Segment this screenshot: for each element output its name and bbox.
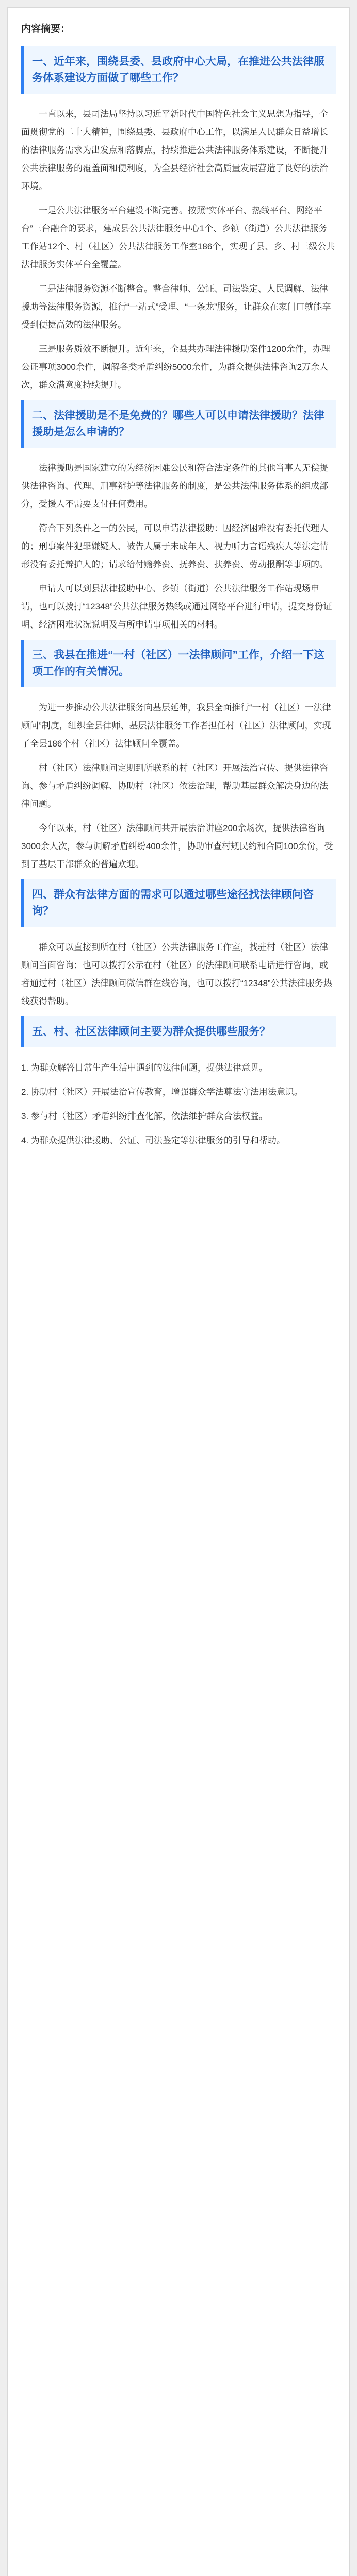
answer-paragraph: 二是法律服务资源不断整合。整合律师、公证、司法鉴定、人民调解、法律援助等法律服务资源，推行“一站式”受理、“一条龙”服务，让群众在家门口就能享受到便捷高效的法律服务。	[21, 284, 331, 330]
answer-list-item: 4. 为群众提供法律援助、公证、司法鉴定等法律服务的引导和帮助。	[21, 1136, 285, 1145]
section-5	[21, 1016, 336, 1149]
question-3: 三、我县在推进“一村（社区）一法律顾问”工作，介绍一下这项工作的有关情况。	[21, 640, 336, 687]
content-summary-heading: 内容摘要：	[21, 24, 71, 35]
answer-paragraph: 符合下列条件之一的公民，可以申请法律援助：因经济困难没有委托代理人的；刑事案件犯罪嫌疑人、被告人属于未成年人、视力听力言语残疾人等法定情形没有委托辩护人的；请求给付赡养费、抚养费、扶养费、劳动报酬等事项的。	[21, 523, 328, 569]
answer-paragraph: 村（社区）法律顾问定期到所联系的村（社区）开展法治宣传、提供法律咨询、参与矛盾纠纷调解、协助村（社区）依法治理，帮助基层群众解决身边的法律问题。	[21, 763, 328, 809]
section-3	[21, 640, 336, 873]
section-2	[21, 400, 336, 634]
answer-list-item: 3. 参与村（社区）矛盾纠纷排查化解，依法维护群众合法权益。	[21, 1111, 268, 1121]
question-5: 五、村、社区法律顾问主要为群众提供哪些服务？	[21, 1016, 336, 1047]
question-2: 二、法律援助是不是免费的？哪些人可以申请法律援助？法律援助是怎么申请的？	[21, 400, 336, 448]
answer-paragraph: 群众可以直接到所在村（社区）公共法律服务工作室，找驻村（社区）法律顾问当面咨询；也可以拨打公示在村（社区）的法律顾问联系电话进行咨询，或者通过村（社区）法律顾问微信群在线咨询，也可以拨打“12348”公共法律服务热线获得帮助。	[21, 942, 332, 1006]
question-4: 四、群众有法律方面的需求可以通过哪些途径找法律顾问咨询？	[21, 879, 336, 927]
section-1	[21, 46, 336, 394]
answer-paragraph: 三是服务质效不断提升。近年来，全县共办理法律援助案件1200余件，办理公证事项3000余件，调解各类矛盾纠纷5000余件，为群众提供法律咨询2万余人次，群众满意度持续提升。	[21, 344, 330, 390]
answer-paragraph: 一直以来，县司法局坚持以习近平新时代中国特色社会主义思想为指导，全面贯彻党的二十大精神，围绕县委、县政府中心工作，以满足人民群众日益增长的法律服务需求为出发点和落脚点，持续推进公共法律服务体系建设，不断提升公共法律服务的覆盖面和便利度，为全县经济社会高质量发展营造了良好的法治环境。	[21, 109, 328, 191]
question-1: 一、近年来，围绕县委、县政府中心大局，在推进公共法律服务体系建设方面做了哪些工作？	[21, 46, 336, 94]
article-page	[7, 7, 350, 2576]
answer-paragraph: 今年以来，村（社区）法律顾问共开展法治讲座200余场次，提供法律咨询3000余人次，参与调解矛盾纠纷400余件，协助审查村规民约和合同100余份，受到了基层干部群众的普遍欢迎。	[21, 823, 333, 869]
answer-paragraph: 申请人可以到县法律援助中心、乡镇（街道）公共法律服务工作站现场申请，也可以拨打“12348”公共法律服务热线或通过网络平台进行申请，提交身份证明、经济困难状况说明及与所申请事项相关的材料。	[21, 584, 332, 630]
answer-list-item: 2. 协助村（社区）开展法治宣传教育，增强群众学法尊法守法用法意识。	[21, 1087, 303, 1097]
answer-paragraph: 法律援助是国家建立的为经济困难公民和符合法定条件的其他当事人无偿提供法律咨询、代理、刑事辩护等法律服务的制度，是公共法律服务体系的组成部分，受援人不需要支付任何费用。	[21, 463, 328, 509]
answer-paragraph: 一是公共法律服务平台建设不断完善。按照“实体平台、热线平台、网络平台”三台融合的要求，建成县公共法律服务中心1个、乡镇（街道）公共法律服务工作站12个、村（社区）公共法律服务工作室186个，实现了县、乡、村三级公共法律服务实体平台全覆盖。	[21, 206, 335, 269]
answer-paragraph: 为进一步推动公共法律服务向基层延伸，我县全面推行“一村（社区）一法律顾问”制度，组织全县律师、基层法律服务工作者担任村（社区）法律顾问，实现了全县186个村（社区）法律顾问全覆盖。	[21, 703, 331, 749]
section-4	[21, 879, 336, 1010]
answer-list-item: 1. 为群众解答日常生产生活中遇到的法律问题，提供法律意见。	[21, 1063, 268, 1073]
